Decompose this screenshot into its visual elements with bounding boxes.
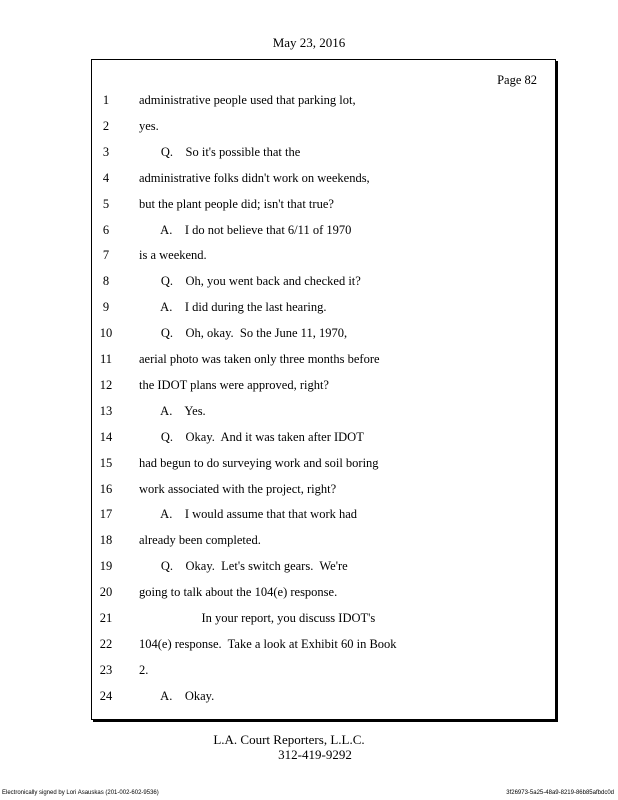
transcript-line — [92, 637, 552, 657]
line-text: In your report, you discuss IDOT's — [139, 611, 376, 625]
line-number: 8 — [102, 274, 110, 289]
line-number: 14 — [99, 429, 113, 444]
court-reporter-company: L.A. Court Reporters, L.L.C. — [213, 732, 365, 747]
line-text: Q. Oh, you went back and checked it? — [139, 274, 361, 289]
transcript-line — [92, 559, 552, 579]
line-number: 22 — [99, 636, 113, 651]
court-reporter-phone: 312-419-9292 — [278, 747, 352, 762]
transcript-line — [92, 507, 552, 527]
transcript-line — [92, 663, 552, 683]
page-date: May 23, 2016 — [272, 35, 346, 50]
line-text: Q. Okay. And it was taken after IDOT — [139, 429, 364, 444]
line-text: A. I would assume that that work had — [139, 507, 358, 522]
line-text: Q. Okay. Let's switch gears. We're — [139, 559, 348, 574]
line-number: 16 — [99, 481, 113, 496]
transcript-line — [92, 274, 552, 294]
line-number: 1 — [102, 93, 110, 107]
line-text: 104(e) response. Take a look at Exhibit 60 in Book — [139, 636, 397, 651]
line-text: administrative folks didn't work on weekends, — [139, 170, 370, 185]
line-number: 6 — [102, 222, 110, 237]
line-text: A. I did during the last hearing. — [139, 300, 327, 315]
transcript-line — [92, 533, 552, 553]
line-text: Q. So it's possible that the — [139, 144, 301, 159]
line-number: 4 — [102, 170, 110, 185]
line-text: Q. Oh, okay. So the June 11, 1970, — [139, 326, 348, 341]
transcript-line — [92, 145, 552, 165]
transcript-line — [92, 611, 552, 631]
line-text: aerial photo was taken only three months before — [139, 352, 380, 366]
line-text: is a weekend. — [139, 248, 207, 263]
line-text: A. I do not believe that 6/11 of 1970 — [139, 222, 352, 237]
page-number: Page 82 — [497, 73, 537, 87]
transcript-line — [92, 430, 552, 450]
line-number: 12 — [99, 377, 113, 392]
transcript-line — [92, 300, 552, 320]
transcript-line — [92, 93, 552, 113]
transcript-line — [92, 456, 552, 476]
transcript-line — [92, 689, 552, 709]
line-text: A. Yes. — [139, 403, 206, 418]
line-text: 2. — [139, 662, 149, 677]
line-number: 9 — [102, 300, 110, 315]
line-number: 19 — [99, 559, 113, 574]
line-number: 10 — [99, 326, 113, 341]
line-text: A. Okay. — [139, 688, 215, 703]
line-number: 13 — [99, 403, 113, 418]
line-text: administrative people used that parking lot, — [139, 93, 356, 107]
line-number: 18 — [99, 533, 113, 548]
line-text: yes. — [139, 118, 159, 133]
line-number: 3 — [102, 144, 110, 159]
transcript-line — [92, 378, 552, 398]
document-hash: 3f26973-5a25-48a9-8219-86b85afbdc0d — [506, 790, 614, 796]
transcript-line — [92, 171, 552, 191]
line-number: 23 — [99, 662, 113, 677]
line-number: 15 — [99, 455, 113, 470]
line-text: the IDOT plans were approved, right? — [139, 377, 329, 392]
line-number: 5 — [102, 196, 110, 211]
transcript-line — [92, 248, 552, 268]
line-number: 20 — [99, 585, 113, 600]
line-text: going to talk about the 104(e) response. — [139, 585, 338, 600]
transcript-line — [92, 197, 552, 217]
line-number: 11 — [99, 352, 113, 366]
line-text: work associated with the project, right? — [139, 481, 337, 496]
line-number: 17 — [99, 507, 113, 522]
transcript-line — [92, 352, 552, 372]
transcript-page — [91, 59, 556, 720]
line-text: had begun to do surveying work and soil boring — [139, 455, 379, 470]
transcript-line — [92, 223, 552, 243]
line-text: already been completed. — [139, 533, 261, 548]
transcript-line — [92, 482, 552, 502]
transcript-line — [92, 585, 552, 605]
line-number: 2 — [102, 118, 110, 133]
transcript-line — [92, 119, 552, 139]
transcript-line — [92, 404, 552, 424]
line-number: 24 — [99, 688, 113, 703]
line-number: 21 — [99, 611, 113, 625]
line-text: but the plant people did; isn't that true? — [139, 196, 334, 211]
transcript-line — [92, 326, 552, 346]
electronic-signature: Electronically signed by Lori Asauskas (201-002-602-9536) — [2, 790, 159, 796]
line-number: 7 — [102, 248, 110, 263]
